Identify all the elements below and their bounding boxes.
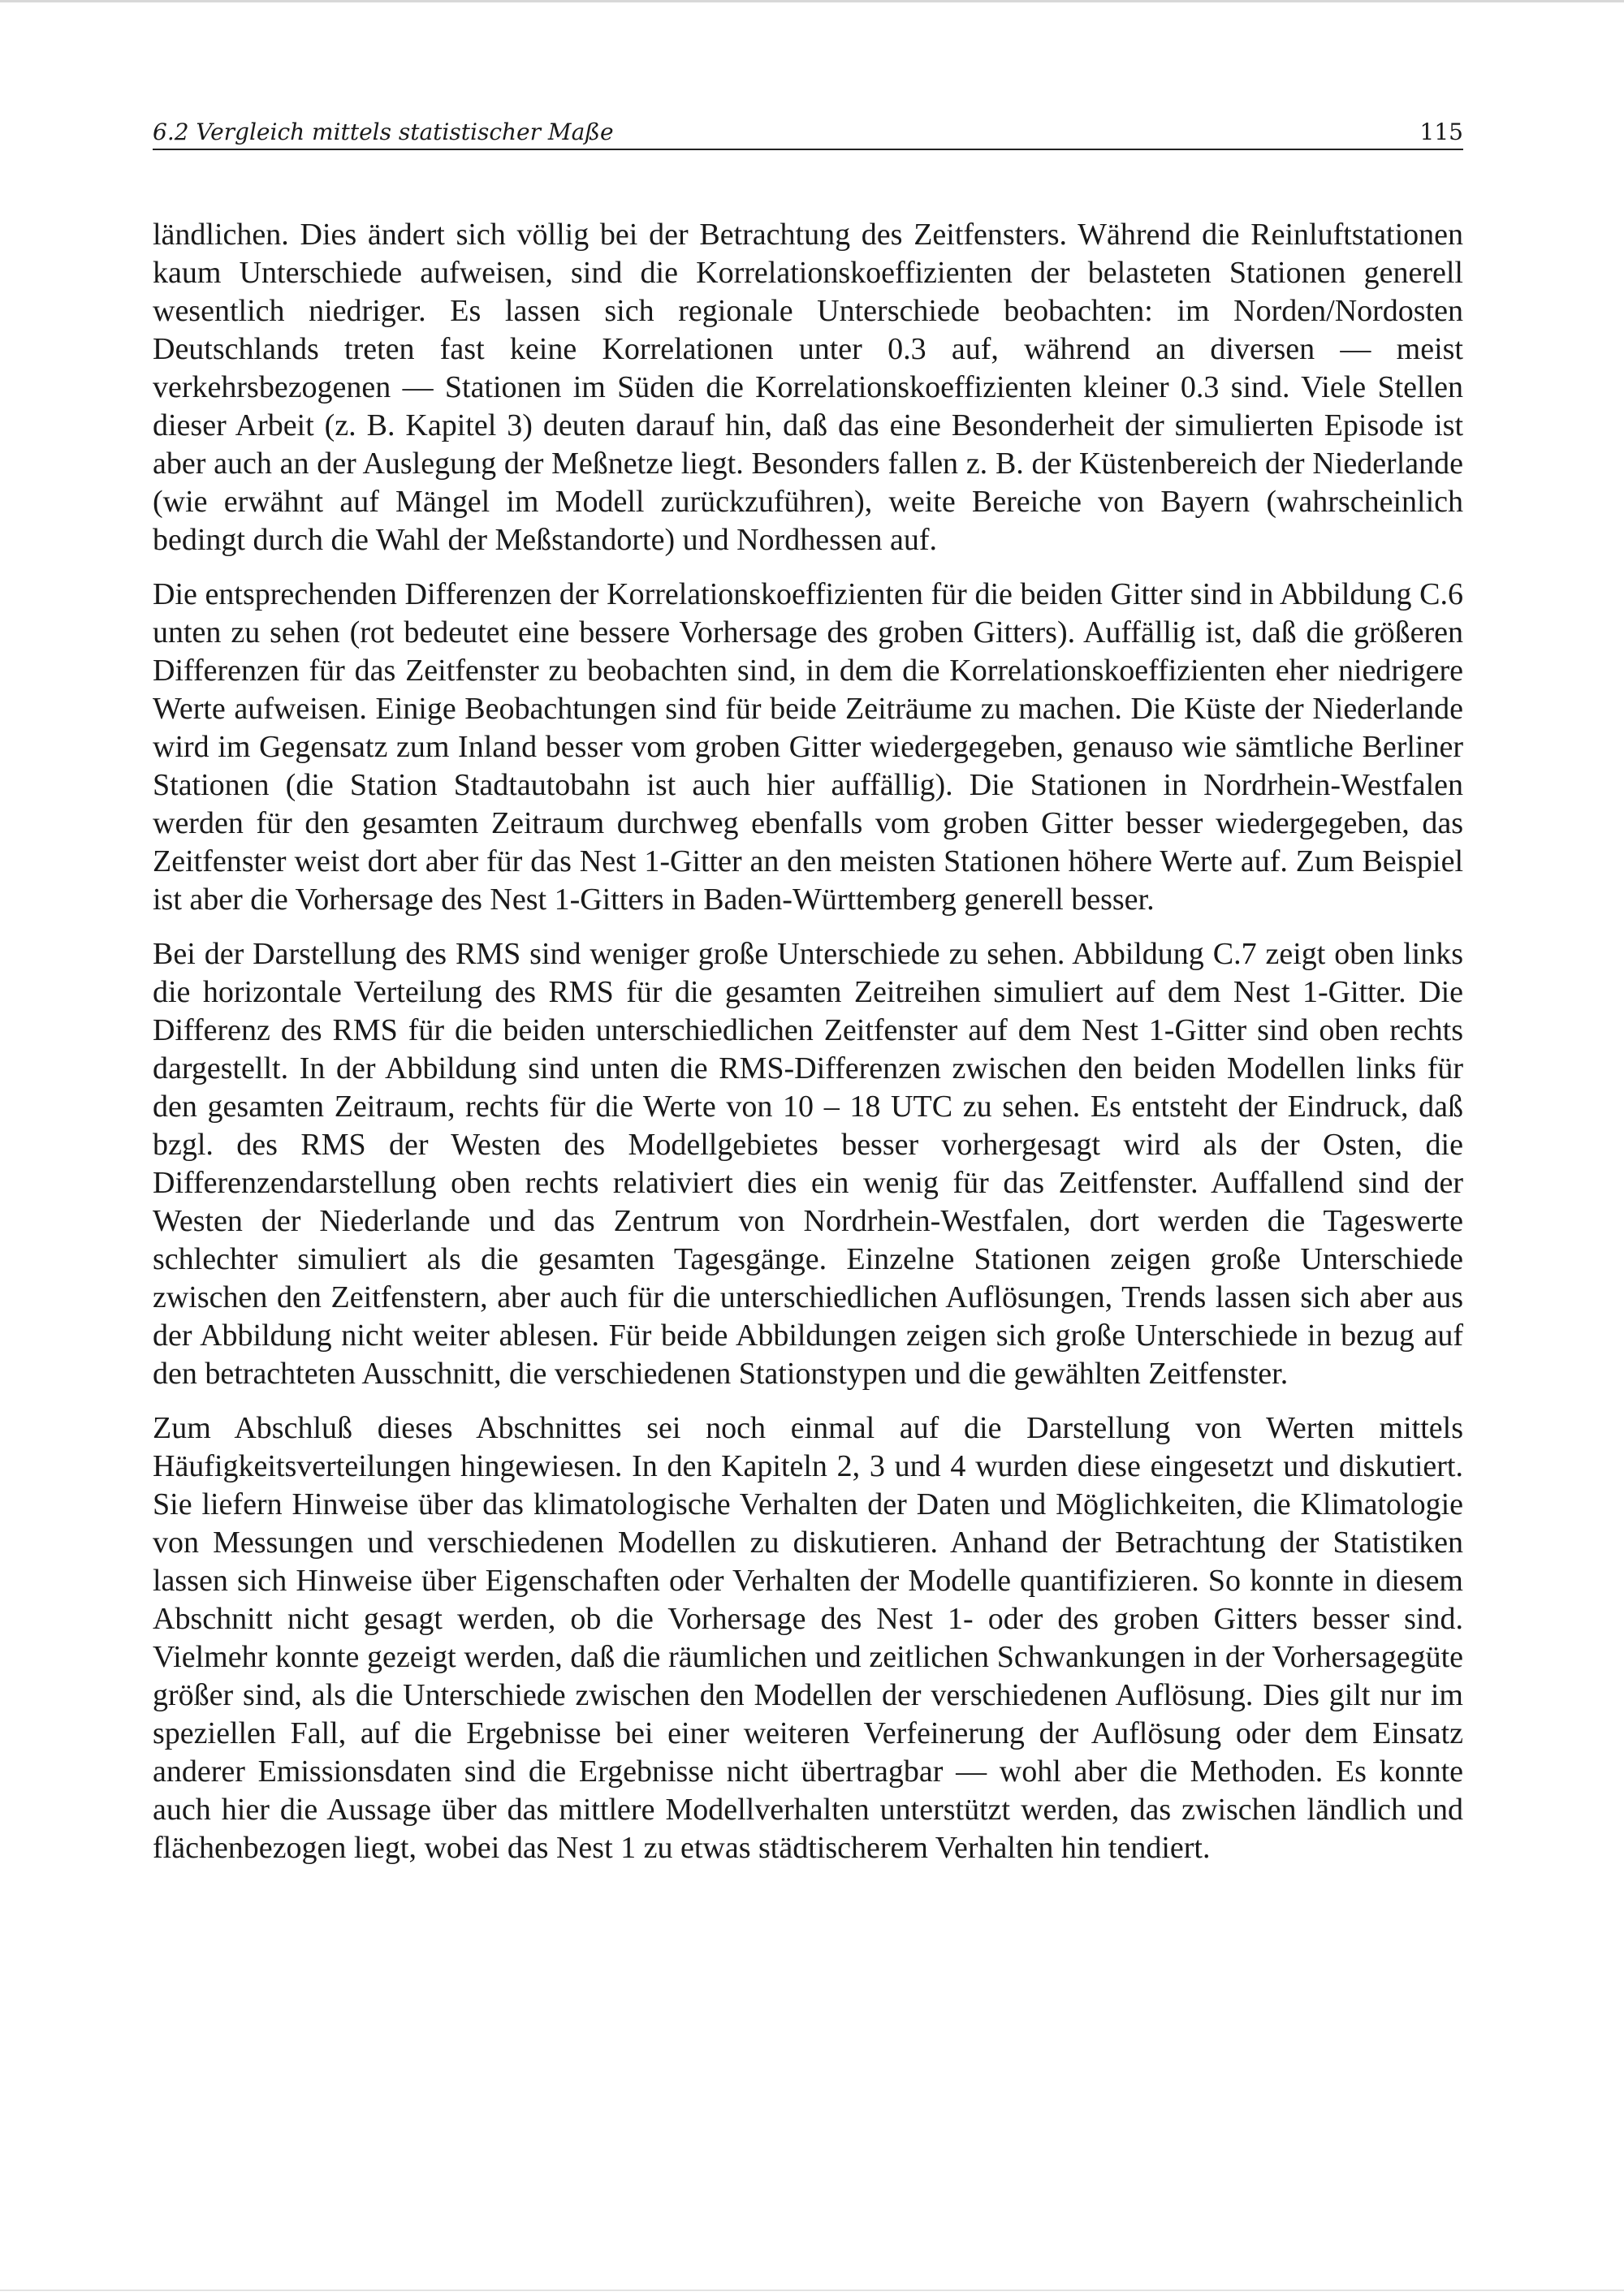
paragraph: Zum Abschluß dieses Abschnittes sei noch einmal auf die Darstellung von Werten mittels Häufigkeitsverteilungen hingewiesen. In den Kapiteln 2, 3 und 4 wurden diese eingesetzt und diskutiert. Sie liefern Hinweise über das klimatologische Verhalten der Daten und Möglichkeiten, die Klimatologie von Messungen und verschiedenen Modellen zu diskutieren. Anhand der Betrachtung der Statistiken lassen sich Hinweise über Eigenschaften oder Verhalten der Modelle quantifizieren. So konnte in diesem Abschnitt nicht gesagt werden, ob die Vorhersage des Nest 1- oder des groben Gitters besser sind. Vielmehr konnte gezeigt werden, daß die räumlichen und zeitlichen Schwankungen in der Vorhersagegüte größer sind, als die Unterschiede zwischen den Modellen der verschiedenen Auflösung. Dies gilt nur im speziellen Fall, auf die Ergebnisse bei einer weiteren Verfeinerung der Auflösung oder dem Einsatz anderer Emissionsdaten sind die Ergebnisse nicht übertragbar — wohl aber die Methoden. Es konnte auch hier die Aussage über das mittlere Modellverhalten unterstützt werden, das zwischen ländlich und flächenbezogen liegt, wobei das Nest 1 zu etwas städtischerem Verhalten hin tendiert. (153, 1411, 1463, 1865)
scan-edge-bottom (0, 2290, 1624, 2291)
section-title: 6.2 Vergleich mittels statistischer Maße (153, 119, 614, 145)
paragraph: ländlichen. Dies ändert sich völlig bei der Betrachtung des Zeitfensters. Während die Reinluftstationen kaum Unterschiede aufweisen, sind die Korrelationskoeffizienten der belasteten Stationen generell wesentlich niedriger. Es lassen sich regionale Unterschiede beobachten: im Norden/Nordosten Deutschlands treten fast keine Korrelationen unter 0.3 auf, während an diversen — meist verkehrsbezogenen — Stationen im Süden die Korrelationskoeffizienten kleiner 0.3 sind. Viele Stellen dieser Arbeit (z. B. Kapitel 3) deuten darauf hin, daß das eine Besonderheit der simulierten Episode ist aber auch an der Auslegung der Meßnetze liegt. Besonders fallen z. B. der Küstenbereich der Niederlande (wie erwähnt auf Mängel im Modell zurückzuführen), weite Bereiche von Bayern (wahrscheinlich bedingt durch die Wahl der Meßstandorte) und Nordhessen auf. (153, 218, 1463, 557)
body-text (153, 216, 1463, 1867)
paragraph: Bei der Darstellung des RMS sind weniger große Unterschiede zu sehen. Abbildung C.7 zeigt oben links die horizontale Verteilung des RMS für die gesamten Zeitreihen simuliert auf dem Nest 1-Gitter. Die Differenz des RMS für die beiden unterschiedlichen Zeitfenster auf dem Nest 1-Gitter sind oben rechts dargestellt. In der Abbildung sind unten die RMS-Differenzen zwischen den beiden Modellen links für den gesamten Zeitraum, rechts für die Werte von 10 – 18 UTC zu sehen. Es entsteht der Eindruck, daß bzgl. des RMS der Westen des Modellgebietes besser vorhergesagt wird als der Osten, die Differenzendarstellung oben rechts relativiert dies ein wenig für das Zeitfenster. Auffallend sind der Westen der Niederlande und das Zentrum von Nordrhein-Westfalen, dort werden die Tageswerte schlechter simuliert als die gesamten Tagesgänge. Einzelne Stationen zeigen große Unterschiede zwischen den Zeitfenstern, aber auch für die unterschiedlichen Auflösungen, Trends lassen sich aber aus der Abbildung nicht weiter ablesen. Für beide Abbildungen zeigen sich große Unterschiede in bezug auf den betrachteten Ausschnitt, die verschiedenen Stationstypen und die gewählten Zeitfenster. (153, 937, 1463, 1391)
page-number: 115 (1419, 119, 1463, 145)
running-header (153, 119, 1463, 150)
paragraph: Die entsprechenden Differenzen der Korrelationskoeffizienten für die beiden Gitter sind in Abbildung C.6 unten zu sehen (rot bedeutet eine bessere Vorhersage des groben Gitters). Auffällig ist, daß die größeren Differenzen für das Zeitfenster zu beobachten sind, in dem die Korrelationskoeffizienten eher niedrigere Werte aufweisen. Einige Beobachtungen sind für beide Zeiträume zu machen. Die Küste der Niederlande wird im Gegensatz zum Inland besser vom groben Gitter wiedergegeben, genauso wie sämtliche Berliner Stationen (die Station Stadtautobahn ist auch hier auffällig). Die Stationen in Nordrhein-Westfalen werden für den gesamten Zeitraum durchweg ebenfalls vom groben Gitter besser wiedergegeben, das Zeitfenster weist dort aber für das Nest 1-Gitter an den meisten Stationen höhere Werte auf. Zum Beispiel ist aber die Vorhersage des Nest 1-Gitters in Baden-Württemberg generell besser. (153, 577, 1463, 917)
scan-edge-top (0, 0, 1624, 2)
